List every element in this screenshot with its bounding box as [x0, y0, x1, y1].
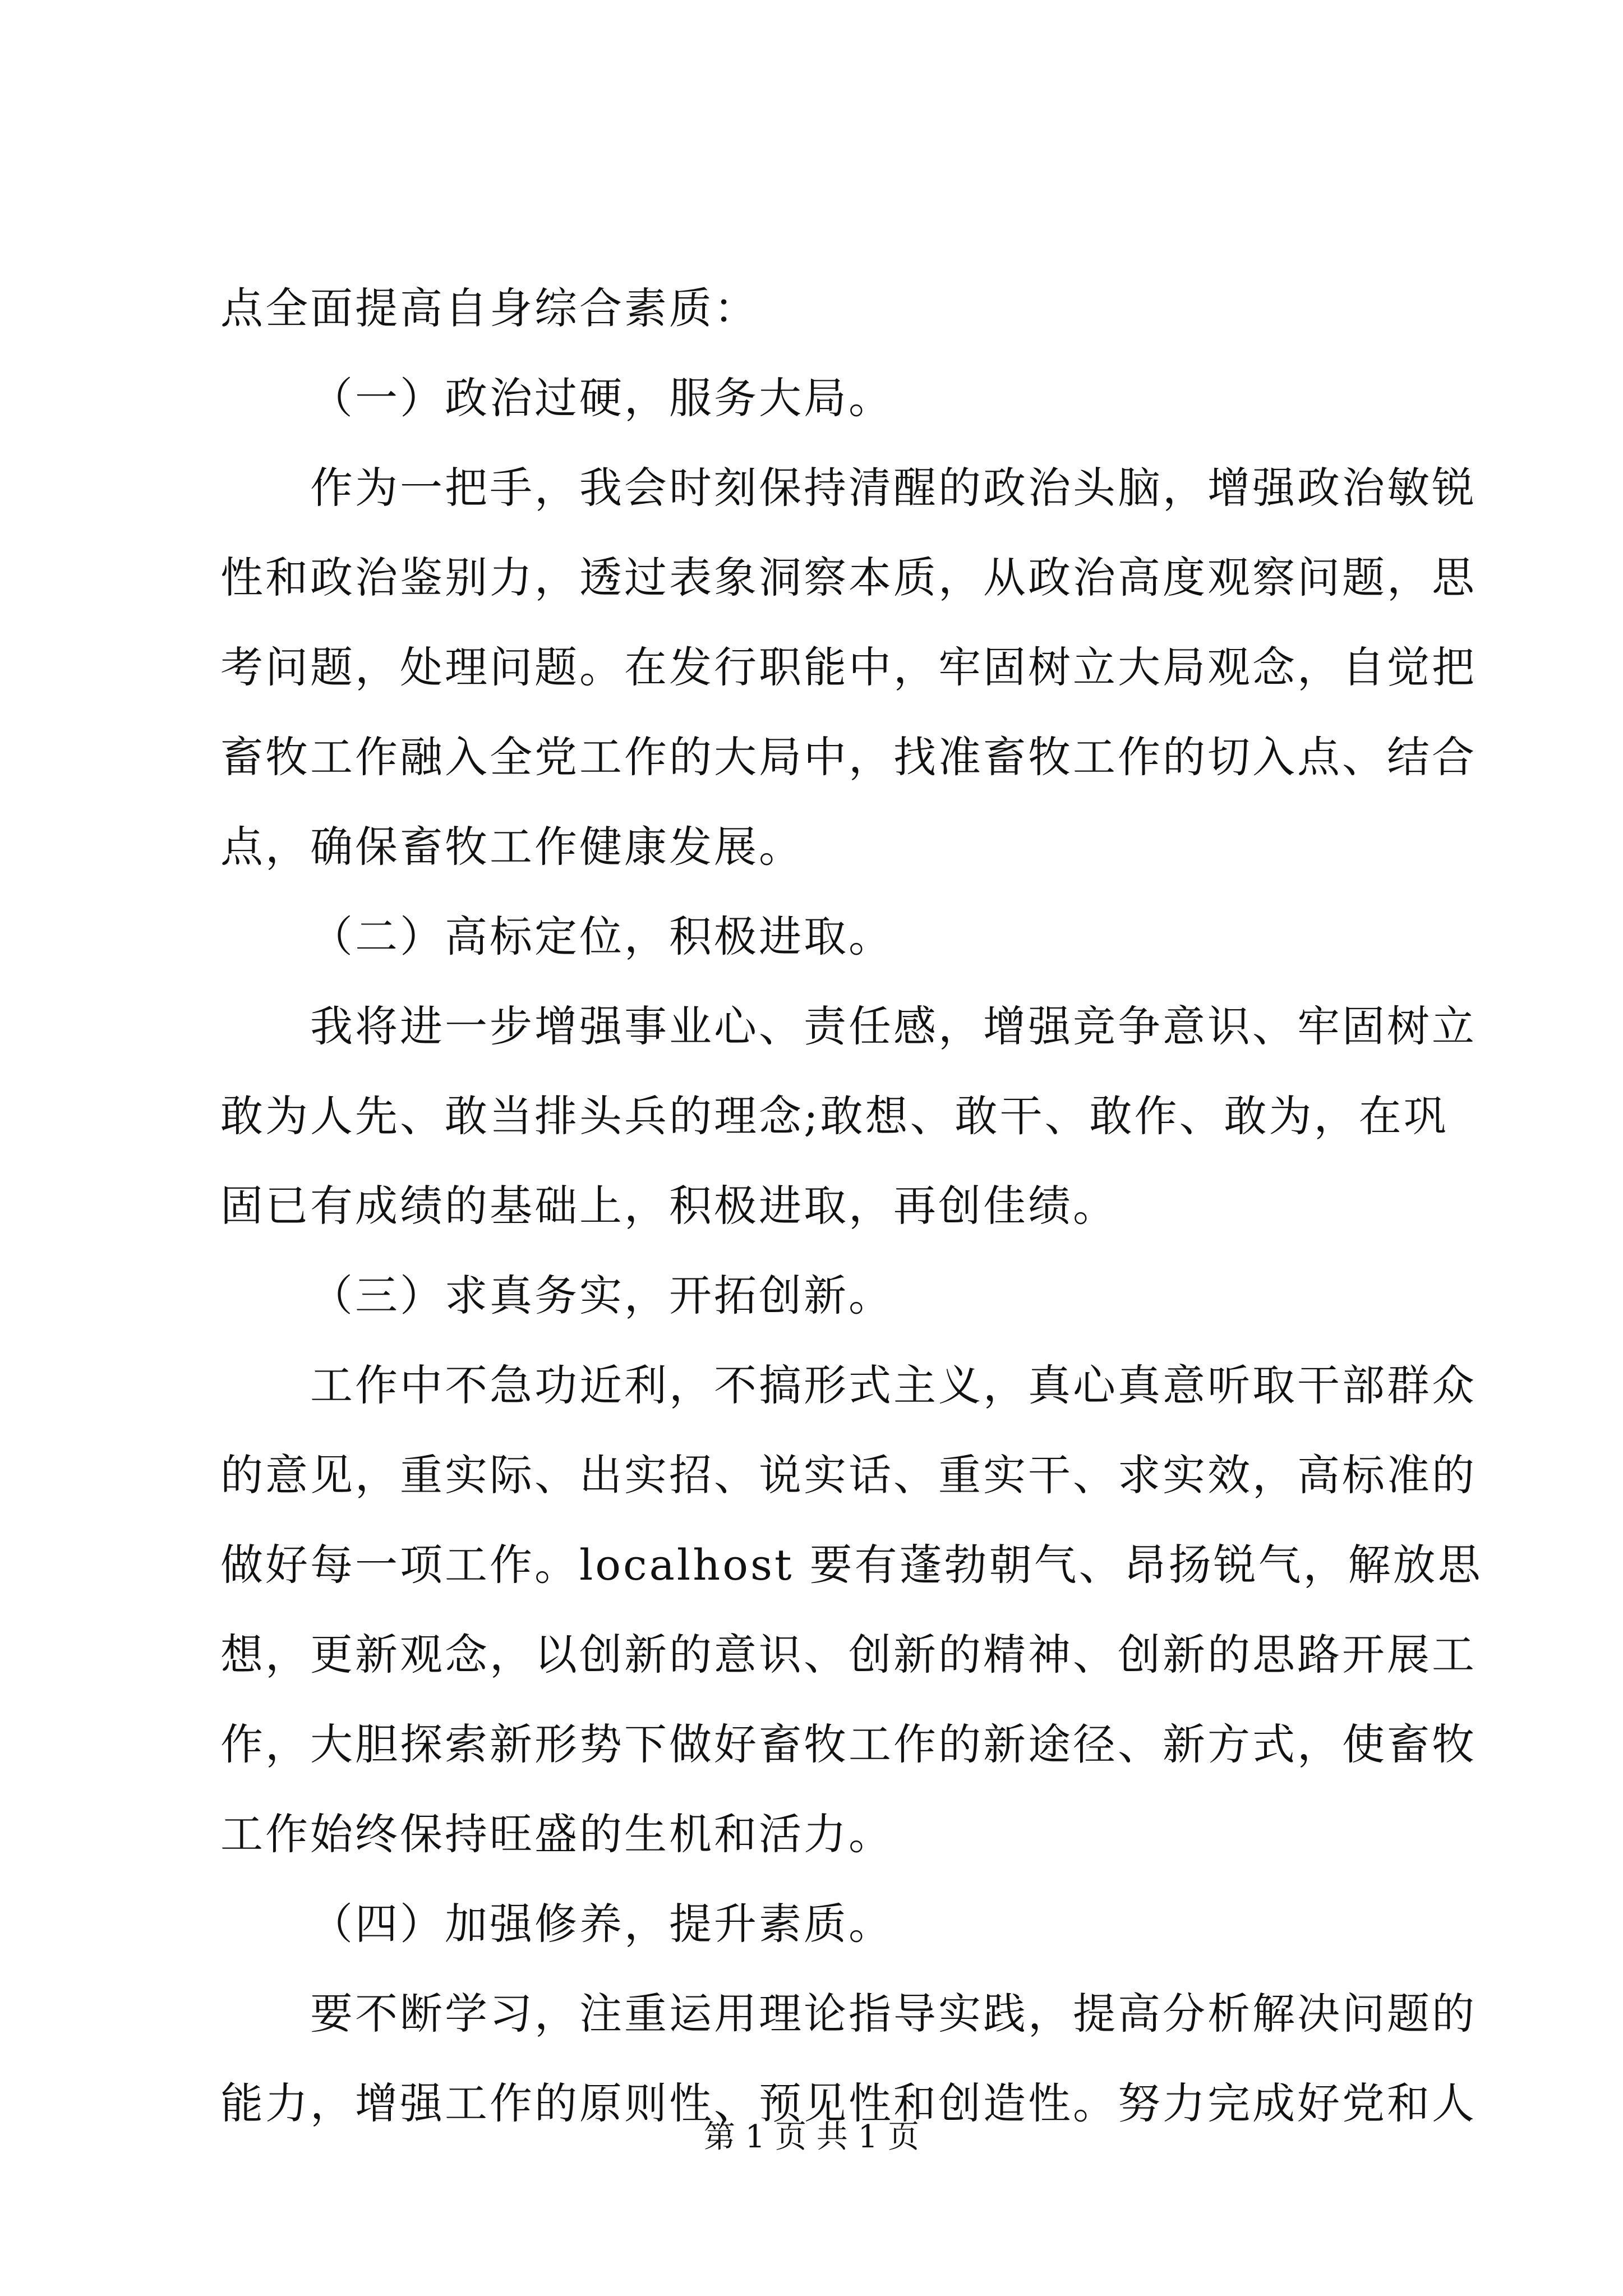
text-line: 我将进一步增强事业心、责任感，增强竞争意识、牢固树立 [310, 1001, 1477, 1051]
section-heading: （三）求真务实，开拓创新。 [310, 1271, 893, 1320]
text-line: 想，更新观念，以创新的意识、创新的精神、创新的思路开展工 [220, 1630, 1477, 1680]
text-line: 敢为人先、敢当排头兵的理念;敢想、敢干、敢作、敢为，在巩 [220, 1091, 1449, 1141]
text-line: 畜牧工作融入全党工作的大局中，找准畜牧工作的切入点、结合 [220, 732, 1477, 782]
text-line: 点全面提高自身综合素质： [220, 283, 759, 333]
section-heading: （四）加强修养，提升素质。 [310, 1899, 893, 1949]
text-line: 固已有成绩的基础上，积极进取，再创佳绩。 [220, 1181, 1118, 1231]
text-line: 作为一把手，我会时刻保持清醒的政治头脑，增强政治敏锐 [310, 463, 1477, 513]
document-body [220, 264, 1483, 2148]
text-line: 点，确保畜牧工作健康发展。 [220, 822, 804, 872]
section-heading: （一）政治过硬，服务大局。 [310, 373, 893, 423]
text-line: 做好每一项工作。localhost 要有蓬勃朝气、昂扬锐气，解放思 [220, 1540, 1483, 1590]
text-line: 要不断学习，注重运用理论指导实践，提高分析解决问题的 [310, 1989, 1477, 2039]
text-line: 考问题，处理问题。在发行职能中，牢固树立大局观念，自觉把 [220, 642, 1477, 692]
page-footer: 第 1 页 共 1 页 [703, 2119, 920, 2155]
text-line: 性和政治鉴别力，透过表象洞察本质，从政治高度观察问题，思 [220, 553, 1477, 602]
section-heading: （二）高标定位，积极进取。 [310, 912, 893, 961]
text-line: 工作始终保持旺盛的生机和活力。 [220, 1809, 893, 1859]
text-line: 作，大胆探索新形势下做好畜牧工作的新途径、新方式，使畜牧 [220, 1719, 1477, 1769]
text-line: 工作中不急功近利，不搞形式主义，真心真意听取干部群众 [310, 1360, 1477, 1410]
text-line: 的意见，重实际、出实招、说实话、重实干、求实效，高标准的 [220, 1450, 1477, 1500]
text-line: 能力，增强工作的原则性、预见性和创造性。努力完成好党和人 [220, 2078, 1477, 2128]
